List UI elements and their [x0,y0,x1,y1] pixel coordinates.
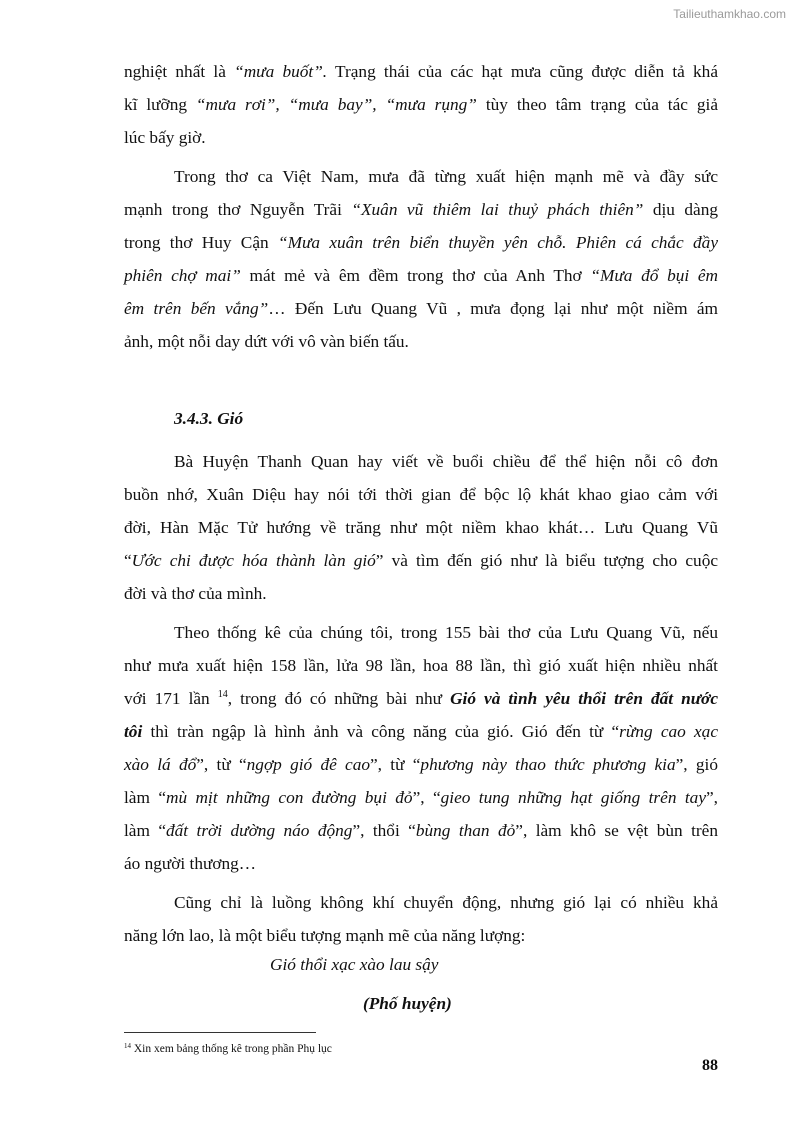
text-line: êm trên bến vắng”… Đến Lưu Quang Vũ , mưa đọng lại như một niềm ám [124,299,718,318]
text-line: nghiệt nhất là “mưa buốt”. Trạng thái của các hạt mưa cũng được diễn tả khá [124,62,718,81]
text-line: xào lá đổ”, từ “ngợp gió đê cao”, từ “phương này thao thức phương kia”, gió [124,755,718,774]
text-line: Cũng chỉ là luồng không khí chuyển động, nhưng gió lại có nhiều khả [174,893,718,912]
text-line: Trong thơ ca Việt Nam, mưa đã từng xuất hiện mạnh mẽ và đầy sức [174,167,718,186]
section-heading: 3.4.3. Gió [174,409,244,428]
text-line: Bà Huyện Thanh Quan hay viết về buổi chiều để thể hiện nỗi cô đơn [174,452,718,471]
text-line: trong thơ Huy Cận “Mưa xuân trên biển thuyền yên chỗ. Phiên cá chắc đầy [124,233,718,252]
text-line: năng lớn lao, là một biểu tượng mạnh mẽ của năng lượng: [124,926,526,945]
text-line: như mưa xuất hiện 158 lần, lửa 98 lần, hoa 88 lần, thì gió xuất hiện nhiều nhất [124,656,718,675]
text-line: kĩ lưỡng “mưa rơi”, “mưa bay”, “mưa rụng” tùy theo tâm trạng của tác giả [124,95,718,114]
verse-source: (Phố huyện) [363,994,452,1013]
text-line: ảnh, một nỗi day dứt với vô vàn biến tấu. [124,332,409,351]
text-line: Theo thống kê của chúng tôi, trong 155 bài thơ của Lưu Quang Vũ, nếu [174,623,718,642]
footnote: $^{14}$ Xin xem bảng thống kê trong phần Phụ lục [124,1042,332,1055]
footnote-divider [124,1032,316,1033]
text-line: đời, Hàn Mặc Tử hướng về trăng như một niềm khao khát… Lưu Quang Vũ [124,518,718,537]
text-line: “Ước chi được hóa thành làn gió” và tìm đến gió như là biểu tượng cho cuộc [124,551,719,570]
text-line: tôi thì tràn ngập là hình ảnh và công năng của gió. Gió đến từ “rừng cao xạc [124,722,718,741]
text-line: phiên chợ mai” mát mẻ và êm đềm trong thơ của Anh Thơ “Mưa đổ bụi êm [124,266,718,285]
text-line: buồn nhớ, Xuân Diệu hay nói tới thời gian để bộc lộ khát khao giao cảm với [124,485,718,504]
page-number: 88 [702,1057,718,1074]
text-line: làm “mù mịt những con đường bụi đỏ”, “gieo tung những hạt giống trên tay”, [124,788,718,807]
watermark: Tailieuthamkhao.com [673,7,786,21]
footnote-ref: 14 [217,689,228,700]
text-line: mạnh trong thơ Nguyễn Trãi “Xuân vũ thiêm lai thuỷ phách thiên” dịu dàng [124,200,718,219]
text-line: lúc bấy giờ. [124,128,206,147]
text-line: áo người thương… [124,854,257,873]
verse-quote: Gió thổi xạc xào lau sậy [270,955,439,974]
text-line: đời và thơ của mình. [124,584,267,603]
text-line: với 171 lần $^{14}$, trong đó có những bài như Gió và tình yêu thổi trên đất nước [124,689,719,708]
text-line: làm “đất trời dường náo động”, thổi “bùng than đỏ”, làm khô se vệt bùn trên [124,821,718,840]
